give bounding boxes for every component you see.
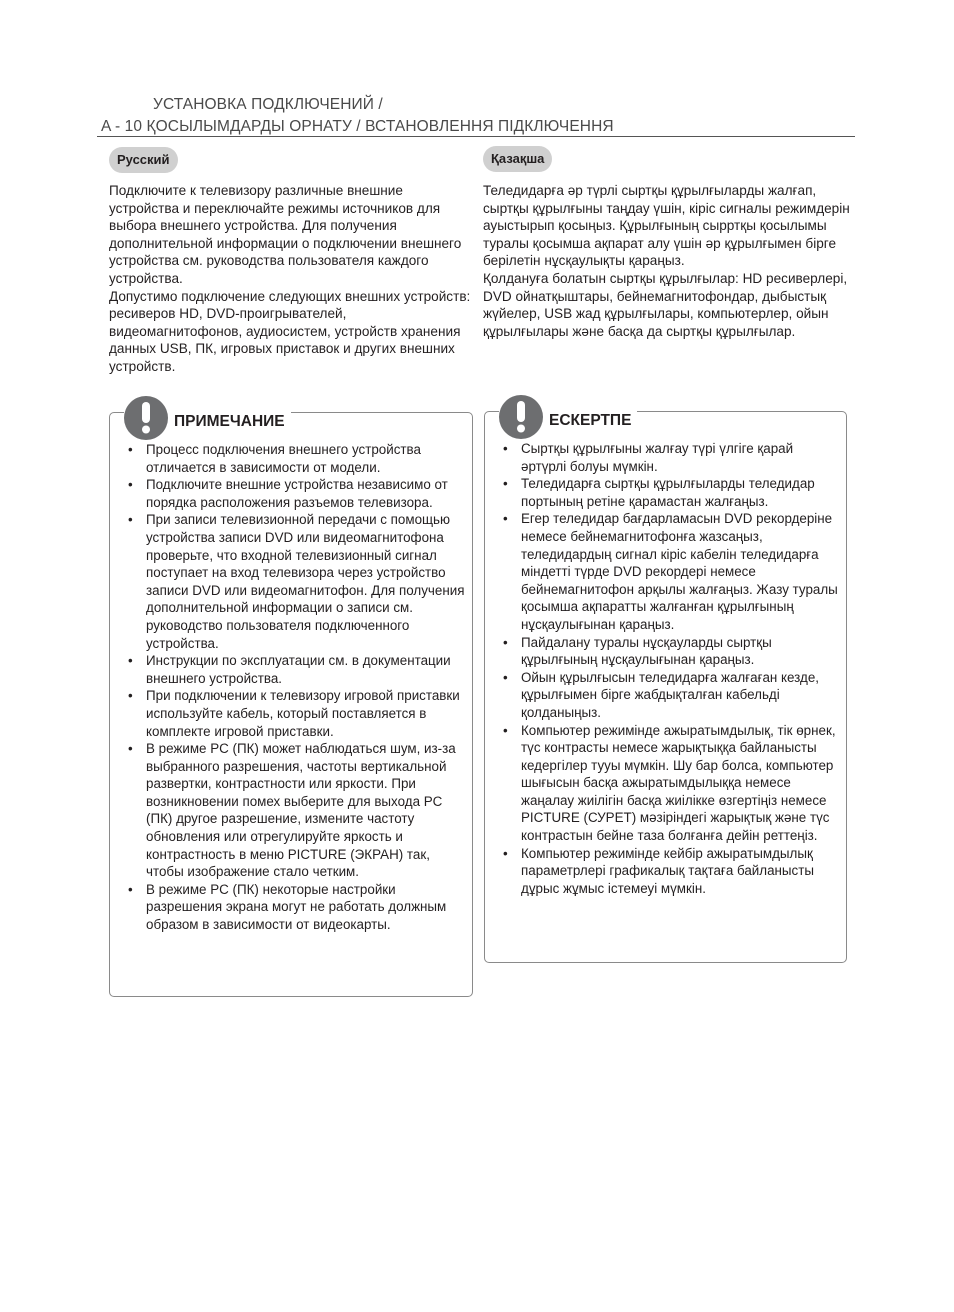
page-header-line1: УСТАНОВКА ПОДКЛЮЧЕНИЙ / xyxy=(153,96,383,113)
intro-text-kazakh xyxy=(483,182,851,340)
list-item: • Теледидарға сыртқы құрылғыларды теледидар портының ретіне қарамастан жалғаңыз. xyxy=(485,475,846,510)
list-item: • Компьютер режимінде кейбір ажыратымдылық параметрлері графикалық тақтаға байланысты дұрыс жұмыс істемеуі мүмкін. xyxy=(485,845,846,898)
note-header xyxy=(499,395,637,439)
list-item: • Процесс подключения внешнего устройства отличается в зависимости от модели. xyxy=(110,441,472,476)
list-item: • Егер теледидар бағдарламасын DVD рекордеріне немесе бейнемагнитофонға жазсаңыз, теледидардың сигнал кіріс кабелін теледидарға міндетті түрде DVD рекордері немесе бейнемагнитофон арқылы жалғаңыз. Жазу туралы қосымша ақпаратты жалғанған құрылғының нұсқаулығынан қараңыз. xyxy=(485,510,846,633)
list-item: • В режиме PC (ПК) может наблюдаться шум, из-за выбранного разрешения, частоты вертикальной развертки, контрастности или яркости. При возникновении помех выберите для выхода PC (ПК) другое разрешение, измените частоту обновления или отрегулируйте яркость и контрастность в меню PICTURE (ЭКРАН) так, чтобы изображение стало четким. xyxy=(110,740,472,881)
exclamation-icon xyxy=(124,396,168,440)
list-item: • Инструкции по эксплуатации см. в документации внешнего устройства. xyxy=(110,652,472,687)
language-badge-kazakh: Қазақша xyxy=(483,146,552,172)
list-item: • Сыртқы құрылғыны жалғау түрі үлгіге қарай әртүрлі болуы мүмкін. xyxy=(485,440,846,475)
list-item: • В режиме PC (ПК) некоторые настройки разрешения экрана могут не работать должным образом в зависимости от видеокарты. xyxy=(110,881,472,934)
list-item: • Подключите внешние устройства независимо от порядка расположения разъемов телевизора. xyxy=(110,476,472,511)
intro-paragraph: Подключите к телевизору различные внешние устройства и переключайте режимы источников для выбора внешнего устройства. Для получения дополнительной информации о подключении внешнего устройства см. руководства пользователя каждого устройства. xyxy=(109,183,462,286)
note-box-russian xyxy=(109,412,473,997)
header-divider xyxy=(97,136,855,137)
list-item: • При подключении к телевизору игровой приставки используйте кабель, который поставляется в комплекте игровой приставки. xyxy=(110,687,472,740)
intro-paragraph: Допустимо подключение следующих внешних устройств: ресиверов HD, DVD-проигрывателей, видеомагнитофонов, аудиосистем, устройств хранения данных USB, ПК, игровых приставок и других внешних устройств. xyxy=(109,288,471,374)
note-list xyxy=(485,440,846,897)
list-item: • Компьютер режимінде ажыратымдылық, тік өрнек, түс контрасты немесе жарықтыққа байланысты кедергілер тууы мүмкін. Шу бар болса, компьютер шығысын басқа ажыратымдылыққа немесе жаңалау жиілігін басқа жиілікке өзгертіңіз немесе PICTURE (СУРЕТ) мәзіріндегі жарықтық және түс контрастын бейне таза болғанға дейін реттеңіз. xyxy=(485,722,846,845)
intro-paragraph: Қолдануға болатын сыртқы құрылғылар: HD ресиверлері, DVD ойнатқыштары, бейнемагнитофондар, дыбыстық жүйелер, USB жад құрылғылары, компьютерлер, ойын құрылғылары және басқа да сыртқы құрылғылар. xyxy=(483,270,848,339)
note-box-kazakh xyxy=(484,411,847,963)
exclamation-icon xyxy=(499,395,543,439)
note-header xyxy=(124,396,291,440)
list-item: • Пайдалану туралы нұсқауларды сыртқы құрылғының нұсқаулығынан қараңыз. xyxy=(485,634,846,669)
note-title: ПРИМЕЧАНИЕ xyxy=(174,413,285,430)
page-header-line2: A - 10 ҚОСЫЛЫМДАРДЫ ОРНАТУ / ВСТАНОВЛЕННЯ ПІДКЛЮЧЕННЯ xyxy=(101,118,614,135)
note-title: ЕСКЕРТПЕ xyxy=(549,412,632,429)
note-list xyxy=(110,441,472,934)
language-badge-russian: Русский xyxy=(109,147,178,173)
list-item: • При записи телевизионной передачи с помощью устройства записи DVD или видеомагнитофона проверьте, что входной телевизионный сигнал поступает на вход телевизора через устройство записи DVD или видеомагнитофон. Для получения дополнительной информации о записи см. руководство пользователя подключенного устройства. xyxy=(110,511,472,652)
intro-paragraph: Теледидарға әр түрлі сыртқы құрылғыларды жалғап, сыртқы құрылғыны таңдау үшін, кіріс сигналы режимдерін ауыстырып қосыңыз. Құрылғының сырртқы қосылымы туралы қосымша ақпарат алу үшін әр құрылғымен бірге берілетін нұсқаулықты қараңыз. xyxy=(483,183,850,269)
intro-text-russian xyxy=(109,182,474,376)
list-item: • Ойын құрылғысын теледидарға жалғаған кезде, құрылғымен бірге жабдықталған кабельді қолданыңыз. xyxy=(485,669,846,722)
